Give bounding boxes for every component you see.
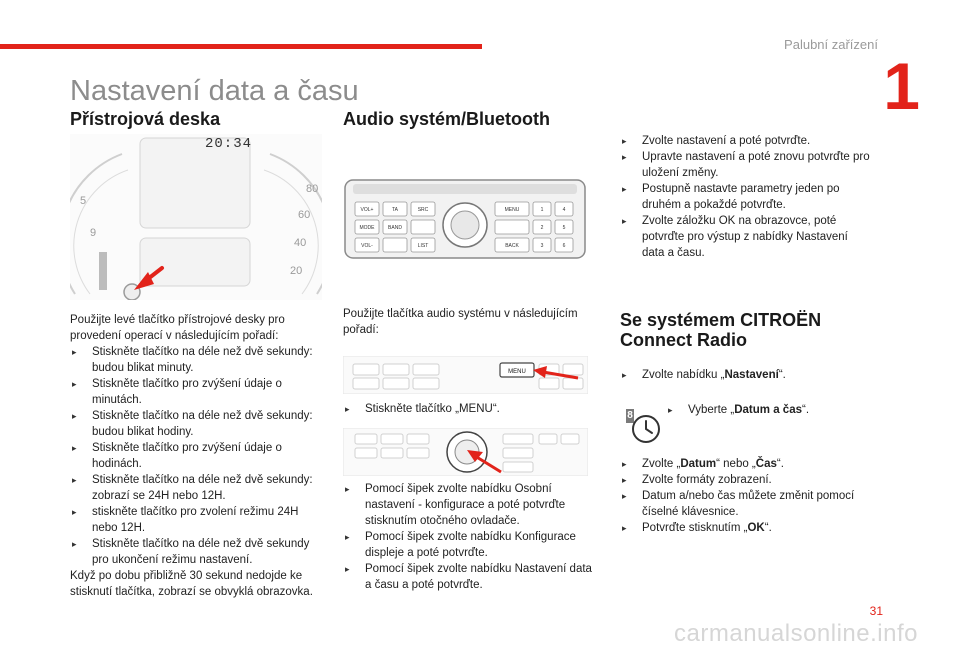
audio-step-menu <box>343 401 593 417</box>
radio-label: MENU <box>504 207 520 213</box>
dashboard-text <box>70 312 326 600</box>
audio-intro: Použijte tlačítka audio systému v následujícím pořadí: <box>343 308 578 336</box>
svg-text:20: 20 <box>290 265 303 277</box>
step-text: Zvolte nabídku „ <box>642 369 725 381</box>
key-name: Nastavení <box>724 369 779 381</box>
list-item: ▸ Zvolte záložku OK na obrazovce, poté potvrďte pro výstup z nabídky Nastavení data a času. <box>620 213 870 261</box>
radio-panel-image <box>343 178 588 260</box>
radio-label: 1 <box>540 207 544 213</box>
radio-label: SRC <box>417 207 429 213</box>
list-item: ▸ Zvolte nastavení a poté potvrďte. <box>620 133 870 149</box>
watermark: carmanualsonline.info <box>674 620 918 647</box>
svg-text:80: 80 <box>306 183 319 195</box>
page-title: Nastavení data a času <box>70 75 359 107</box>
radio-label: LIST <box>417 243 429 249</box>
svg-text:9: 9 <box>90 227 97 239</box>
dashboard-steps <box>70 344 326 568</box>
connect-heading <box>620 310 821 350</box>
dashboard-outro: Když po dobu přibližně 30 sekund nedojde ke stisknutí tlačítka, zobrazí se obvyklá obrazovka. <box>70 570 313 598</box>
svg-text:60: 60 <box>298 209 311 221</box>
connect-step-2 <box>666 402 866 418</box>
connect-steps <box>620 456 870 536</box>
step-text: “. <box>802 404 810 416</box>
section-title: Palubní zařízení <box>784 37 878 52</box>
dashboard-clock-display: 20:34 <box>205 136 253 152</box>
step-text: “. <box>764 522 772 534</box>
list-item: ▸ Pomocí šipek zvolte nabídku Osobní nastavení - konfigurace a poté potvrďte stisknutím otočného ovladače. <box>343 481 593 529</box>
list-item: ▸ Stiskněte tlačítko na déle než dvě sekundy pro ukončení režimu nastavení. <box>70 536 326 568</box>
key-name: Čas <box>755 458 777 470</box>
dashboard-heading: Přístrojová deska <box>70 109 221 129</box>
chapter-number: 1 <box>883 49 920 123</box>
list-item: ▸ Pomocí šipek zvolte nabídku Nastavení data a času a poté potvrďte. <box>343 561 593 593</box>
menu-number-badge: 8 <box>627 410 633 421</box>
radio-label: MODE <box>359 225 375 231</box>
audio-steps <box>343 481 593 593</box>
instrument-panel-image <box>70 134 322 300</box>
list-item: ▸ Stiskněte tlačítko na déle než dvě sekundy: budou blikat hodiny. <box>70 408 326 440</box>
step-text: Zvolte „ <box>642 458 681 470</box>
key-name: MENU <box>458 403 493 415</box>
audio-continued-steps <box>620 133 870 261</box>
key-name: Datum a čas <box>734 404 802 416</box>
list-item <box>620 520 870 536</box>
list-item: ▸ Zvolte formáty zobrazení. <box>620 472 870 488</box>
radio-label: MENU <box>508 369 526 375</box>
list-item <box>343 401 593 417</box>
radio-label: BACK <box>505 243 519 249</box>
page-number: 31 <box>869 604 883 618</box>
list-item: ▸ Stiskněte tlačítko pro zvýšení údaje o hodinách. <box>70 440 326 472</box>
list-item <box>666 402 866 418</box>
svg-text:5: 5 <box>80 195 87 207</box>
list-item: ▸ Datum a/nebo čas můžete změnit pomocí číselné klávesnice. <box>620 488 870 520</box>
radio-label: VOL- <box>361 243 373 249</box>
svg-text:40: 40 <box>294 237 307 249</box>
list-item <box>620 367 870 383</box>
connect-heading-line1: Se systémem CITROËN <box>620 310 822 330</box>
key-name: OK <box>747 522 765 534</box>
step-text: Vyberte „ <box>688 404 735 416</box>
radio-label: 2 <box>540 225 544 231</box>
dashboard-intro: Použijte levé tlačítko přístrojové desky pro provedení operací v následujícím pořadí: <box>70 314 285 342</box>
header-accent-bar <box>0 44 482 49</box>
list-item: ▸ Stiskněte tlačítko na déle než dvě sekundy: zobrazí se 24H nebo 12H. <box>70 472 326 504</box>
list-item: ▸ stiskněte tlačítko pro zvolení režimu 24H nebo 12H. <box>70 504 326 536</box>
step-text: “. <box>492 403 500 415</box>
list-item: ▸ Pomocí šipek zvolte nabídku Konfigurace displeje a poté potvrďte. <box>343 529 593 561</box>
list-item: ▸ Postupně nastavte parametry jeden po druhém a pokaždé potvrďte. <box>620 181 870 213</box>
radio-knob-detail-image <box>343 428 588 476</box>
radio-label: VOL+ <box>360 207 374 213</box>
step-text: “. <box>778 369 786 381</box>
key-name: Datum <box>680 458 717 470</box>
list-item <box>620 456 870 472</box>
step-text: “. <box>776 458 784 470</box>
list-item: ▸ Upravte nastavení a poté znovu potvrďte pro uložení změny. <box>620 149 870 181</box>
step-text: Potvrďte stisknutím „ <box>642 522 748 534</box>
radio-label: TA <box>391 207 399 213</box>
radio-label: 4 <box>562 207 566 213</box>
list-item: ▸ Stiskněte tlačítko na déle než dvě sekundy: budou blikat minuty. <box>70 344 326 376</box>
radio-menu-detail-image <box>343 356 588 394</box>
step-text: Stiskněte tlačítko „ <box>365 403 459 415</box>
radio-label: 6 <box>562 243 566 249</box>
audio-heading: Audio systém/Bluetooth <box>343 109 551 129</box>
radio-label: 5 <box>562 225 566 231</box>
radio-label: 3 <box>540 243 544 249</box>
step-text: “ nebo „ <box>716 458 756 470</box>
list-item: ▸ Stiskněte tlačítko pro zvýšení údaje o minutách. <box>70 376 326 408</box>
radio-label: BAND <box>388 225 402 231</box>
connect-step-1 <box>620 367 870 383</box>
connect-heading-line2: Connect Radio <box>620 330 748 350</box>
clock-icon <box>626 409 662 445</box>
